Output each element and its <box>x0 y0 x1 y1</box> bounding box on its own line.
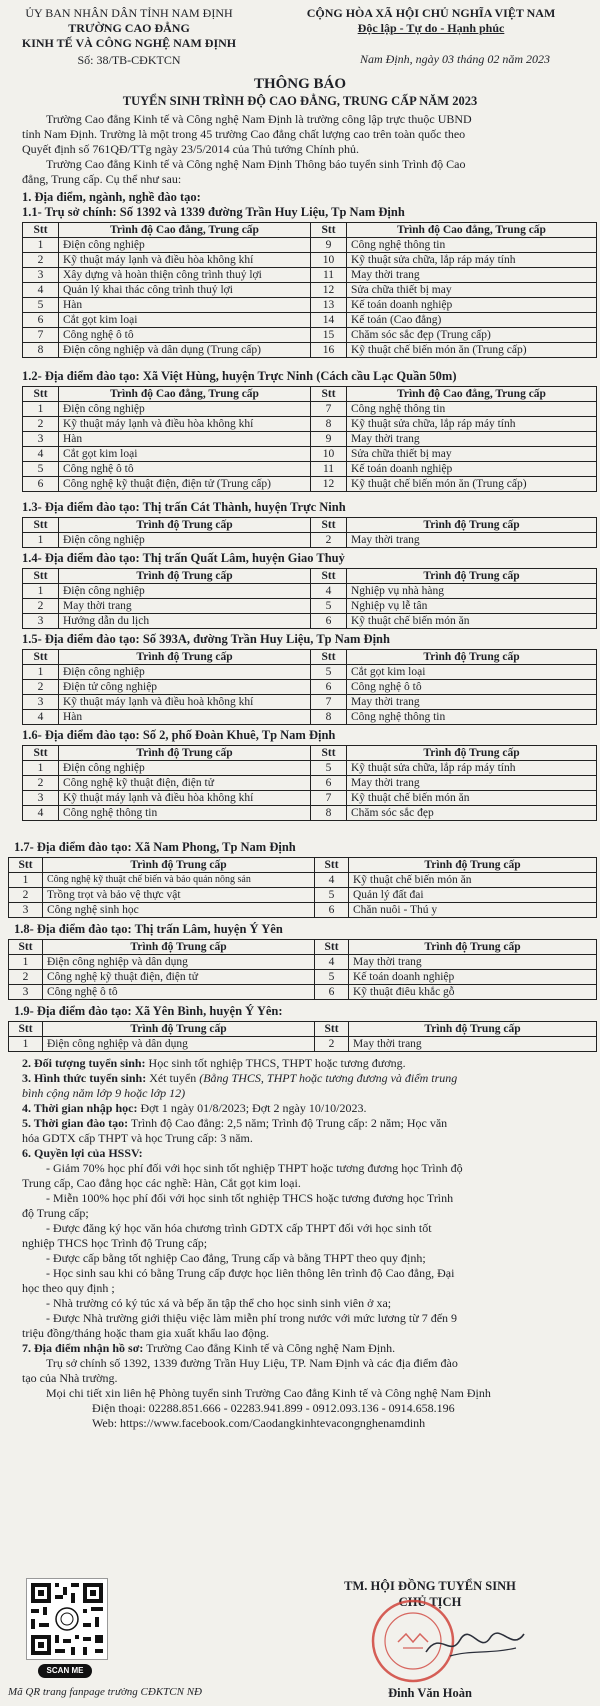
cell: Kỹ thuật sửa chữa, lắp ráp máy tính <box>347 253 597 268</box>
contact-web: Web: https://www.facebook.com/Caodangkinhtevacongnghenamdinh <box>92 1416 426 1430</box>
col-program: Trình độ Trung cấp <box>59 569 311 584</box>
col-program: Trình độ Trung cấp <box>349 940 597 955</box>
cell: 7 <box>311 695 347 710</box>
table-row <box>23 462 597 477</box>
table-row <box>23 447 597 462</box>
col-program: Trình độ Cao đẳng, Trung cấp <box>59 387 311 402</box>
cell: Quản lý đất đai <box>349 888 597 903</box>
location-1-1-heading: 1.1- Trụ sở chính: Số 1392 và 1339 đường Trần Huy Liệu, Tp Nam Định <box>22 205 405 219</box>
table-1-7 <box>8 857 597 918</box>
benefit-line: độ Trung cấp; <box>22 1206 89 1220</box>
cell: Điện công nghiệp và dân dụng (Trung cấp) <box>59 343 311 358</box>
cell: Kỹ thuật máy lạnh và điều hòa không khí <box>59 791 311 806</box>
table-row <box>23 432 597 447</box>
section-7 <box>22 1341 594 1356</box>
table-row <box>23 253 597 268</box>
table-row <box>23 283 597 298</box>
cell: 6 <box>315 985 349 1000</box>
table-row <box>23 343 597 358</box>
cell: Cắt gọt kim loại <box>347 665 597 680</box>
cell: 6 <box>23 477 59 492</box>
contact-line: Mọi chi tiết xin liên hệ Phòng tuyển sinh Trường Cao đẳng Kinh tế và Công nghệ Nam Định <box>46 1386 491 1400</box>
col-stt: Stt <box>311 746 347 761</box>
table-1-1 <box>22 222 597 358</box>
location-1-8-heading: 1.8- Địa điểm đào tạo: Thị trấn Lâm, huyện Ý Yên <box>14 922 283 936</box>
cell: Trồng trọt và bảo vệ thực vật <box>43 888 315 903</box>
issue-date: Nam Định, ngày 03 tháng 02 năm 2023 <box>360 52 550 66</box>
table-header-row <box>9 940 597 955</box>
motto: Độc lập - Tự do - Hạnh phúc <box>357 21 505 35</box>
cell: 5 <box>311 599 347 614</box>
cell: Công nghệ kỹ thuật chế biến và bảo quản nông sản <box>43 873 315 888</box>
cell: Nghiệp vụ nhà hàng <box>347 584 597 599</box>
notice-subtitle: TUYỂN SINH TRÌNH ĐỘ CAO ĐẲNG, TRUNG CẤP NĂM 2023 <box>122 94 478 108</box>
intro-line: Trường Cao đẳng Kinh tế và Công nghệ Nam Định là trường công lập trực thuộc UBND <box>46 112 472 126</box>
cell: Kỹ thuật chế biến món ăn (Trung cấp) <box>347 477 597 492</box>
cell: 15 <box>311 328 347 343</box>
cell: Cắt gọt kim loại <box>59 447 311 462</box>
cell: 6 <box>23 313 59 328</box>
col-program: Trình độ Trung cấp <box>59 650 311 665</box>
cell: 1 <box>23 665 59 680</box>
table-1-8 <box>8 939 597 1000</box>
cell: Điện công nghiệp <box>59 533 311 548</box>
col-program: Trình độ Trung cấp <box>43 858 315 873</box>
col-stt: Stt <box>311 569 347 584</box>
cell: Điện công nghiệp <box>59 402 311 417</box>
cell: 1 <box>23 533 59 548</box>
cell: 5 <box>315 970 349 985</box>
col-stt: Stt <box>9 858 43 873</box>
col-stt: Stt <box>311 223 347 238</box>
cell: Công nghệ ô tô <box>347 680 597 695</box>
table-row <box>23 680 597 695</box>
col-stt: Stt <box>311 650 347 665</box>
section-2-label: 2. Đối tượng tuyển sinh: <box>22 1056 146 1070</box>
cell: 5 <box>311 761 347 776</box>
cell: 3 <box>23 791 59 806</box>
cell: Công nghệ sinh học <box>43 903 315 918</box>
table-header-row <box>9 1022 597 1037</box>
cell: 11 <box>311 268 347 283</box>
table-row <box>9 1037 597 1052</box>
col-stt: Stt <box>9 940 43 955</box>
section-3-label: 3. Hình thức tuyển sinh: <box>22 1071 147 1085</box>
cell: 1 <box>9 873 43 888</box>
cell: 2 <box>23 680 59 695</box>
table-row <box>23 599 597 614</box>
col-stt: Stt <box>23 518 59 533</box>
cell: Hướng dẫn du lịch <box>59 614 311 629</box>
cell: 4 <box>315 955 349 970</box>
section-7-text: Trường Cao đẳng Kinh tế và Công nghệ Nam Định. <box>143 1341 396 1355</box>
benefit-line: - Được cấp bằng tốt nghiệp Cao đẳng, Trung cấp và bằng THPT theo quy định; <box>46 1251 426 1265</box>
cell: Kế toán (Cao đẳng) <box>347 313 597 328</box>
col-program: Trình độ Trung cấp <box>43 940 315 955</box>
qr-code[interactable] <box>26 1578 108 1660</box>
cell: 3 <box>23 614 59 629</box>
col-stt: Stt <box>23 387 59 402</box>
cell: 3 <box>23 268 59 283</box>
cell: Công nghệ thông tin <box>59 806 311 821</box>
section-3-note: bình cộng năm lớp 9 hoặc lớp 12) <box>22 1086 186 1100</box>
cell: 2 <box>23 599 59 614</box>
col-program: Trình độ Trung cấp <box>59 746 311 761</box>
table-row <box>23 328 597 343</box>
table-header-row <box>23 569 597 584</box>
col-program: Trình độ Cao đẳng, Trung cấp <box>347 223 597 238</box>
table-row <box>23 695 597 710</box>
intro-line: Quyết định số 761QĐ/TTg ngày 23/5/2014 của Thủ tướng Chính phủ. <box>22 142 359 156</box>
issuer-school-line1: TRƯỜNG CAO ĐẲNG <box>68 21 190 35</box>
cell: Quản lý khai thác công trình thuỷ lợi <box>59 283 311 298</box>
cell: 8 <box>311 417 347 432</box>
table-header-row <box>9 858 597 873</box>
cell: 4 <box>315 873 349 888</box>
cell: Kỹ thuật sửa chữa, lắp ráp máy tính <box>347 417 597 432</box>
cell: Hàn <box>59 432 311 447</box>
cell: 11 <box>311 462 347 477</box>
issuer-block <box>4 6 254 68</box>
cell: 2 <box>9 888 43 903</box>
table-row <box>23 477 597 492</box>
cell: Công nghệ kỹ thuật điện, điện tử <box>59 776 311 791</box>
cell: Công nghệ thông tin <box>347 710 597 725</box>
cell: 4 <box>23 710 59 725</box>
location-1-6-heading: 1.6- Địa điểm đào tạo: Số 2, phố Đoàn Khuê, Tp Nam Định <box>22 728 336 742</box>
benefit-line: - Được Nhà trường giới thiệu việc làm miễn phí trong nước với mức lương từ 7 đến 9 <box>46 1311 458 1325</box>
cell: Công nghệ kỹ thuật điện, điện tử (Trung cấp) <box>59 477 311 492</box>
intro-line: đẳng, Trung cấp. Cụ thể như sau: <box>22 172 182 186</box>
table-row <box>23 584 597 599</box>
table-row <box>23 710 597 725</box>
col-stt: Stt <box>311 518 347 533</box>
benefit-line: học theo quy định ; <box>22 1281 115 1295</box>
qr-caption: Mã QR trang fanpage trường CĐKTCN NĐ <box>8 1686 202 1698</box>
cell: 1 <box>9 1037 43 1052</box>
cell: 2 <box>9 970 43 985</box>
cell: 9 <box>311 432 347 447</box>
cell: Sửa chữa thiết bị may <box>347 447 597 462</box>
section-7-text: Trụ sở chính số 1392, 1339 đường Trần Huy Liệu, TP. Nam Định và các địa điểm đào <box>46 1356 458 1370</box>
table-row <box>23 761 597 776</box>
cell: 1 <box>23 238 59 253</box>
national-motto <box>262 6 600 36</box>
cell: 4 <box>23 806 59 821</box>
cell: 2 <box>23 417 59 432</box>
cell: 10 <box>311 253 347 268</box>
country-name: CỘNG HÒA XÃ HỘI CHỦ NGHĨA VIỆT NAM <box>306 6 556 20</box>
contact-phone: Điện thoại: 02288.851.666 - 02283.941.899 - 0912.093.136 - 0914.658.196 <box>92 1401 455 1415</box>
table-1-2 <box>22 386 597 492</box>
table-header-row <box>23 387 597 402</box>
benefit-line: triệu đồng/tháng hoặc tham gia xuất khẩu lao động. <box>22 1326 269 1340</box>
cell: Công nghệ thông tin <box>347 402 597 417</box>
cell: May thời trang <box>59 599 311 614</box>
notice-title: THÔNG BÁO <box>253 76 347 92</box>
section-5-text: hóa GDTX cấp THPT và học Trung cấp: 3 năm. <box>22 1131 253 1145</box>
cell: Kỹ thuật máy lạnh và điều hoà không khí <box>59 695 311 710</box>
location-1-4-heading: 1.4- Địa điểm đào tạo: Thị trấn Quất Lâm, huyện Giao Thuỷ <box>22 551 345 565</box>
section-3 <box>22 1071 594 1086</box>
cell: 13 <box>311 298 347 313</box>
intro-line: tỉnh Nam Định. Trường là một trong 45 trường Cao đẳng chất lượng cao trên toàn quốc theo <box>22 127 466 141</box>
col-program: Trình độ Trung cấp <box>347 746 597 761</box>
cell: 1 <box>23 402 59 417</box>
intro-line: Trường Cao đẳng Kinh tế và Công nghệ Nam Định Thông báo tuyển sinh Trình độ Cao <box>46 157 466 171</box>
cell: Điện công nghiệp <box>59 665 311 680</box>
cell: Công nghệ ô tô <box>59 462 311 477</box>
location-1-2-heading: 1.2- Địa điểm đào tạo: Xã Việt Hùng, huyện Trực Ninh (Cách cầu Lạc Quần 50m) <box>22 369 457 383</box>
cell: Công nghệ ô tô <box>59 328 311 343</box>
benefit-line: - Được đăng ký học văn hóa chương trình GDTX cấp THPT đối với học sinh tốt <box>46 1221 432 1235</box>
col-stt: Stt <box>23 223 59 238</box>
cell: Điện công nghiệp và dân dụng <box>43 955 315 970</box>
cell: 7 <box>311 402 347 417</box>
cell: May thời trang <box>347 533 597 548</box>
section-2 <box>22 1056 594 1071</box>
table-row <box>23 791 597 806</box>
cell: 6 <box>315 903 349 918</box>
cell: 1 <box>9 955 43 970</box>
cell: 7 <box>311 791 347 806</box>
cell: Hàn <box>59 710 311 725</box>
table-row <box>23 402 597 417</box>
cell: 3 <box>9 985 43 1000</box>
section-5-text: Trình độ Cao đẳng: 2,5 năm; Trình độ Trung cấp: 2 năm; Học văn <box>128 1116 448 1130</box>
col-stt: Stt <box>23 746 59 761</box>
cell: Kỹ thuật điêu khắc gỗ <box>349 985 597 1000</box>
benefit-line: nghiệp THCS học Trình độ Trung cấp; <box>22 1236 208 1250</box>
col-stt: Stt <box>315 858 349 873</box>
col-program: Trình độ Cao đẳng, Trung cấp <box>347 387 597 402</box>
cell: 10 <box>311 447 347 462</box>
col-stt: Stt <box>315 1022 349 1037</box>
location-1-7-heading: 1.7- Địa điểm đào tạo: Xã Nam Phong, Tp Nam Định <box>14 840 296 854</box>
cell: Điện công nghiệp và dân dụng <box>43 1037 315 1052</box>
location-1-3-heading: 1.3- Địa điểm đào tạo: Thị trấn Cát Thành, huyện Trực Ninh <box>22 500 346 514</box>
document-number: Số: 38/TB-CĐKTCN <box>77 53 181 67</box>
cell: May thời trang <box>347 432 597 447</box>
signatory-name: Đinh Văn Hoàn <box>388 1686 472 1700</box>
benefit-line: - Miễn 100% học phí đối với học sinh tốt nghiệp THCS hoặc tương đương học Trình <box>46 1191 454 1205</box>
cell: 1 <box>23 761 59 776</box>
table-row <box>23 776 597 791</box>
location-1-5-heading: 1.5- Địa điểm đào tạo: Số 393A, đường Trần Huy Liệu, Tp Nam Định <box>22 632 390 646</box>
cell: Điện tử công nghiệp <box>59 680 311 695</box>
cell: 2 <box>311 533 347 548</box>
table-header-row <box>23 518 597 533</box>
cell: Chăn nuôi - Thú y <box>349 903 597 918</box>
cell: 7 <box>23 328 59 343</box>
cell: Kỹ thuật máy lạnh và điều hòa không khí <box>59 417 311 432</box>
col-program: Trình độ Trung cấp <box>349 858 597 873</box>
col-stt: Stt <box>9 1022 43 1037</box>
cell: Cắt gọt kim loại <box>59 313 311 328</box>
intro-text <box>22 112 592 187</box>
table-header-row <box>23 746 597 761</box>
cell: 3 <box>23 432 59 447</box>
section-6-label: 6. Quyền lợi của HSSV: <box>22 1146 143 1160</box>
section-7-text: tạo của Nhà trường. <box>22 1371 118 1385</box>
table-1-6 <box>22 745 597 821</box>
cell: 3 <box>9 903 43 918</box>
cell: Kỹ thuật chế biến món ăn <box>349 873 597 888</box>
cell: Kỹ thuật máy lạnh và điều hòa không khí <box>59 253 311 268</box>
section-7-label: 7. Địa điểm nhận hồ sơ: <box>22 1341 144 1355</box>
cell: 4 <box>23 447 59 462</box>
section-4 <box>22 1101 594 1116</box>
benefit-line: - Giảm 70% học phí đối với học sinh tốt nghiệp THPT hoặc tương đương học Trình độ <box>46 1161 463 1175</box>
cell: May thời trang <box>347 695 597 710</box>
table-1-3 <box>22 517 597 548</box>
cell: Kỹ thuật chế biến món ăn <box>347 791 597 806</box>
benefit-line: Trung cấp, Cao đẳng học các nghề: Hàn, Cắt gọt kim loại. <box>22 1176 301 1190</box>
section-5 <box>22 1116 594 1131</box>
cell: Điện công nghiệp <box>59 238 311 253</box>
cell: Nghiệp vụ lễ tân <box>347 599 597 614</box>
issuer-school-line2: KINH TẾ VÀ CÔNG NGHỆ NAM ĐỊNH <box>21 36 237 50</box>
table-row <box>23 268 597 283</box>
cell: 16 <box>311 343 347 358</box>
table-row <box>23 238 597 253</box>
cell: 4 <box>23 283 59 298</box>
cell: 5 <box>311 665 347 680</box>
table-row <box>23 417 597 432</box>
table-row <box>9 970 597 985</box>
section-5-label: 5. Thời gian đào tạo: <box>22 1116 129 1130</box>
cell: 2 <box>315 1037 349 1052</box>
table-row <box>23 806 597 821</box>
col-program: Trình độ Trung cấp <box>347 650 597 665</box>
table-1-5 <box>22 649 597 725</box>
table-row <box>9 955 597 970</box>
section-4-label: 4. Thời gian nhập học: <box>22 1101 138 1115</box>
col-program: Trình độ Cao đẳng, Trung cấp <box>59 223 311 238</box>
cell: 8 <box>311 710 347 725</box>
table-row <box>9 903 597 918</box>
cell: 8 <box>23 343 59 358</box>
table-1-9 <box>8 1021 597 1052</box>
table-row <box>9 888 597 903</box>
cell: May thời trang <box>349 955 597 970</box>
cell: May thời trang <box>347 776 597 791</box>
table-header-row <box>23 223 597 238</box>
cell: 6 <box>311 776 347 791</box>
cell: Chăm sóc sắc đẹp <box>347 806 597 821</box>
cell: 14 <box>311 313 347 328</box>
cell: 2 <box>23 776 59 791</box>
cell: May thời trang <box>347 268 597 283</box>
cell: May thời trang <box>349 1037 597 1052</box>
col-stt: Stt <box>311 387 347 402</box>
table-1-4 <box>22 568 597 629</box>
cell: Xây dựng và hoàn thiện công trình thuỷ lợi <box>59 268 311 283</box>
cell: Công nghệ ô tô <box>43 985 315 1000</box>
cell: Kế toán doanh nghiệp <box>347 298 597 313</box>
cell: Điện công nghiệp <box>59 761 311 776</box>
table-row <box>9 985 597 1000</box>
col-program: Trình độ Trung cấp <box>347 569 597 584</box>
col-program: Trình độ Trung cấp <box>347 518 597 533</box>
cell: Kế toán doanh nghiệp <box>349 970 597 985</box>
location-1-9-heading: 1.9- Địa điểm đào tạo: Xã Yên Bình, huyện Ý Yên: <box>14 1004 283 1018</box>
cell: 5 <box>23 298 59 313</box>
table-row <box>23 298 597 313</box>
cell: Điện công nghiệp <box>59 584 311 599</box>
cell: Sửa chữa thiết bị may <box>347 283 597 298</box>
cell: Kỹ thuật sửa chữa, lắp ráp máy tính <box>347 761 597 776</box>
benefit-line: - Học sinh sau khi có bằng Trung cấp được học liên thông lên trình độ Cao đẳng, Đại <box>46 1266 455 1280</box>
cell: 6 <box>311 614 347 629</box>
col-program: Trình độ Trung cấp <box>43 1022 315 1037</box>
signatory-organization: TM. HỘI ĐỒNG TUYỂN SINH <box>344 1579 516 1593</box>
handwritten-signature <box>420 1624 530 1664</box>
benefit-line: - Nhà trường có ký túc xá và bếp ăn tập thể cho học sinh sinh viên ở xa; <box>46 1296 392 1310</box>
cell: Kỹ thuật chế biến món ăn (Trung cấp) <box>347 343 597 358</box>
cell: Chăm sóc sắc đẹp (Trung cấp) <box>347 328 597 343</box>
cell: 9 <box>311 238 347 253</box>
table-row <box>23 533 597 548</box>
admission-details <box>22 1056 594 1431</box>
table-row <box>23 614 597 629</box>
cell: 12 <box>311 477 347 492</box>
cell: Hàn <box>59 298 311 313</box>
table-row <box>9 873 597 888</box>
cell: 4 <box>311 584 347 599</box>
section-2-text: Học sinh tốt nghiệp THCS, THPT hoặc tương đương. <box>145 1056 406 1070</box>
cell: 12 <box>311 283 347 298</box>
cell: 6 <box>311 680 347 695</box>
cell: Công nghệ thông tin <box>347 238 597 253</box>
cell: Kế toán doanh nghiệp <box>347 462 597 477</box>
section-3-text: Xét tuyển <box>146 1071 200 1085</box>
cell: 3 <box>23 695 59 710</box>
cell: Kỹ thuật chế biến món ăn <box>347 614 597 629</box>
cell: Công nghệ kỹ thuật điện, điện tử <box>43 970 315 985</box>
col-program: Trình độ Trung cấp <box>59 518 311 533</box>
section-4-text: Đợt 1 ngày 01/8/2023; Đợt 2 ngày 10/10/2023. <box>137 1101 367 1115</box>
col-program: Trình độ Trung cấp <box>349 1022 597 1037</box>
section-3-note: (Bằng THCS, THPT hoặc tương đương và điểm trung <box>199 1071 458 1085</box>
table-row <box>23 313 597 328</box>
table-row <box>23 665 597 680</box>
signatory-role: CHỦ TỊCH <box>398 1595 462 1609</box>
cell: 1 <box>23 584 59 599</box>
table-header-row <box>23 650 597 665</box>
cell: 5 <box>315 888 349 903</box>
cell: 8 <box>311 806 347 821</box>
cell: 2 <box>23 253 59 268</box>
col-stt: Stt <box>23 569 59 584</box>
section-1-heading: 1. Địa điểm, ngành, nghề đào tạo: <box>22 190 201 204</box>
qr-code-graphic <box>27 1579 107 1659</box>
issuer-authority: ỦY BAN NHÂN DÂN TỈNH NAM ĐỊNH <box>25 6 233 20</box>
col-stt: Stt <box>23 650 59 665</box>
col-stt: Stt <box>315 940 349 955</box>
cell: 5 <box>23 462 59 477</box>
scan-me-button[interactable]: SCAN ME <box>38 1664 92 1678</box>
